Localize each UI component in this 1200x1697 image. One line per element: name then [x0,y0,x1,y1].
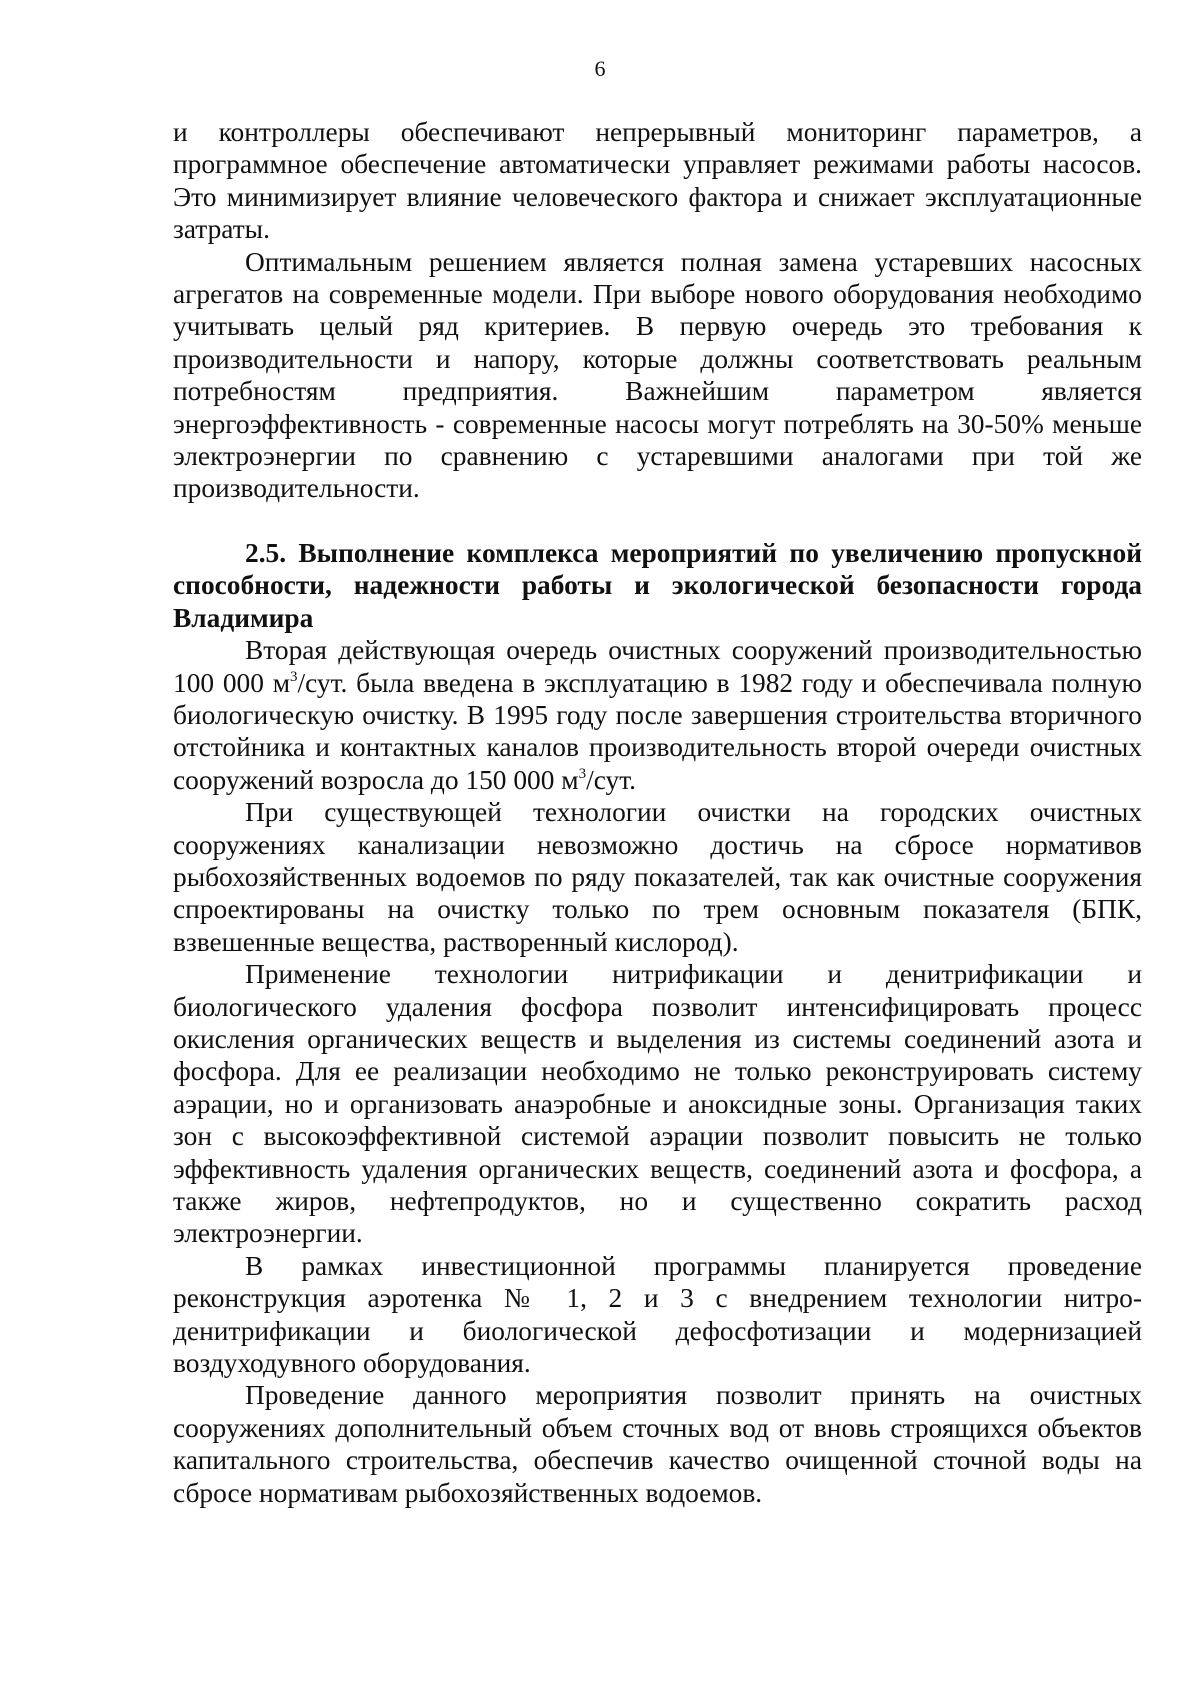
superscript-cubic: 3 [290,668,298,685]
paragraph-investment-program: В рамках инвестиционной программы планируется проведение реконструкция аэротенка № 1, 2 и 3 с внедрением технологии нитро-денитрификации и биологической дефосфотизации и модернизацией воздуходувного оборудования. [173,1250,1142,1379]
paragraph-text-part: /сут. была введена в эксплуатацию в 1982 году и обеспечивала полную биологическую очистку. В 1995 году после завершения строительства вторичного отстойника и контактных каналов производительность второй очереди очистных сооружений возросла до 150 000 м [173,667,1142,795]
paragraph-nitrification: Применение технологии нитрификации и денитрификации и биологического удаления фосфора позволит интенсифицировать процесс окисления органических веществ и выделения из системы соединений азота и фосфора. Для ее реализации необходимо не только реконструировать систему аэрации, но и организовать анаэробные и аноксидные зоны. Организация таких зон с высокоэффективной системой аэрации позволит повысить не только эффективность удаления органических веществ, соединений азота и фосфора, а также жиров, нефтепродуктов, но и существенно сократить расход электроэнергии. [173,959,1142,1249]
page-content [173,116,1142,1509]
page-number: 6 [594,56,606,81]
paragraph-treatment-history [173,634,1142,796]
superscript-cubic: 3 [578,765,587,782]
paragraph-text-part: Вторая действующая очередь очистных сооружений производительностью 100 000 м [173,635,1142,698]
paragraph-current-technology: При существующей технологии очистки на городских очистных сооружениях канализации невозможно достичь на сбросе нормативов рыбохозяйственных водоемов по ряду показателей, так как очистные сооружения спроектированы на очистку только по трем основным показателя (БПК, взвешенные вещества, растворенный кислород). [173,797,1142,957]
section-heading: 2.5. Выполнение комплекса мероприятий по увеличению пропускной способности, надежности работы и экологической безопасности города Владимира [173,537,1142,633]
paragraph-additional-capacity: Проведение данного мероприятия позволит принять на очистных сооружениях дополнительный объем сточных вод от вновь строящихся объектов капитального строительства, обеспечив качество очищенной сточной воды на сбросе нормативам рыбохозяйственных водоемов. [173,1380,1142,1508]
paragraph-monitoring: и контроллеры обеспечивают непрерывный мониторинг параметров, а программное обеспечение автоматически управляет режимами работы насосов. Это минимизирует влияние человеческого фактора и снижает эксплуатационные затраты. [173,117,1142,245]
paragraph-pump-replacement: Оптимальным решением является полная замена устаревших насосных агрегатов на современные модели. При выборе нового оборудования необходимо учитывать целый ряд критериев. В первую очередь это требования к производительности и напору, которые должны соответствовать реальным потребностям предприятия. Важнейшим параметром является энергоэффективность - современные насосы могут потреблять на 30-50% меньше электроэнергии по сравнению с устаревшими аналогами при той же производительности. [173,246,1142,504]
paragraph-text-part: /сут. [586,764,636,795]
